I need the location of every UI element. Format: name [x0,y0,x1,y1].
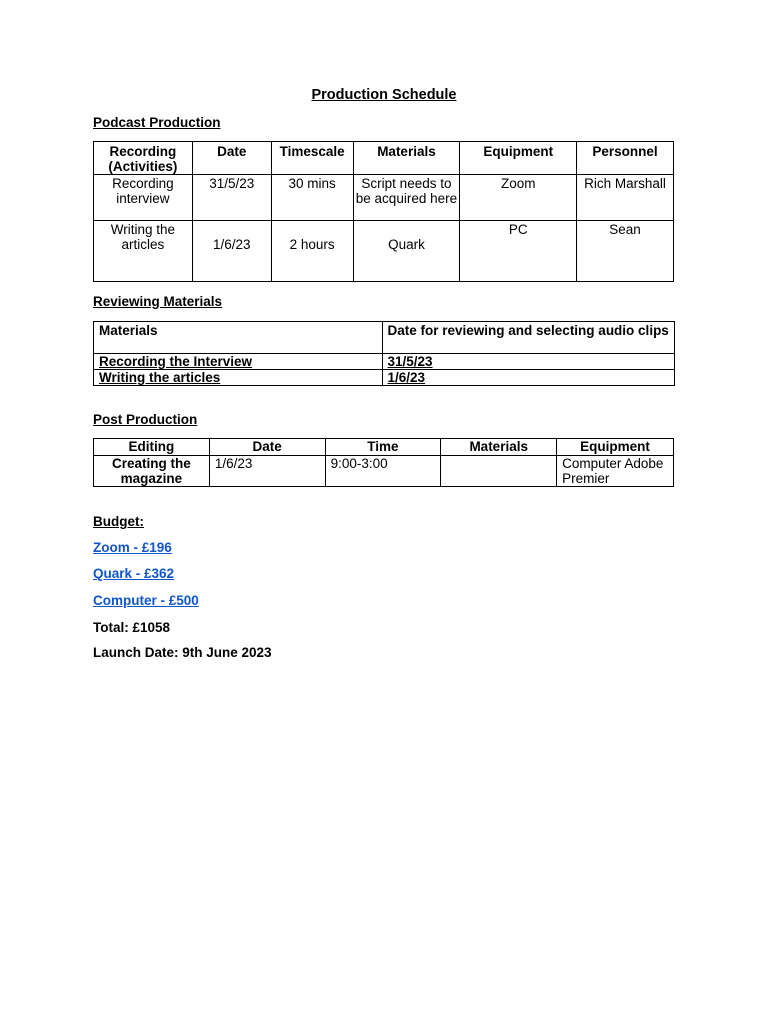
table-cell: Rich Marshall [577,175,674,221]
table-header-cell: Personnel [577,142,674,175]
budget-total: Total: £1058 [93,620,171,635]
table-header-cell: Time [325,439,441,456]
table-cell: 9:00-3:00 [325,456,441,487]
table-cell: PC [460,221,577,282]
table-cell: 30 mins [271,175,353,221]
reviewing-heading: Reviewing Materials [93,294,223,309]
reviewing-table [93,321,675,386]
post-production-table [93,438,674,487]
table-cell: 31/5/23 [382,354,675,370]
post-production-heading: Post Production [93,412,198,427]
table-row [94,175,674,221]
table-header-cell: Date [192,142,271,175]
table-cell [441,456,557,487]
table-cell: Writing the articles [94,221,193,282]
table-header-cell: Materials [353,142,460,175]
table-row [94,370,675,386]
table-header-row [94,439,674,456]
table-cell: 1/6/23 [209,456,325,487]
table-cell: Zoom [460,175,577,221]
budget-item-link[interactable]: Quark - £362 [93,566,175,581]
table-cell: Sean [577,221,674,282]
budget-heading: Budget: [93,514,144,529]
podcast-heading: Podcast Production [93,115,221,130]
table-row [94,456,674,487]
table-cell: Recording interview [94,175,193,221]
table-header-cell: Materials [441,439,557,456]
table-cell: 2 hours [271,221,353,282]
table-cell: Computer Adobe Premier [557,456,674,487]
table-cell: 1/6/23 [382,370,675,386]
table-cell: Quark [353,221,460,282]
launch-date: Launch Date: 9th June 2023 [93,645,272,660]
table-header-cell: Materials [94,322,383,354]
table-cell: 1/6/23 [192,221,271,282]
table-header-cell: Date [209,439,325,456]
table-cell: 31/5/23 [192,175,271,221]
table-header-cell: Editing [94,439,210,456]
table-header-cell: Equipment [557,439,674,456]
podcast-table [93,141,674,282]
budget-item-link[interactable]: Computer - £500 [93,593,199,608]
table-cell: Creating the magazine [94,456,210,487]
budget-item-link[interactable]: Zoom - £196 [93,540,172,555]
table-row [94,221,674,282]
table-header-cell: Timescale [271,142,353,175]
table-row [94,354,675,370]
page-title: Production Schedule [311,87,457,103]
table-header-cell: Equipment [460,142,577,175]
table-cell: Script needs to be acquired here [353,175,460,221]
table-header-row [94,322,675,354]
table-cell: Recording the Interview [94,354,383,370]
table-header-row [94,142,674,175]
table-cell: Writing the articles [94,370,383,386]
table-header-cell: Date for reviewing and selecting audio clips [382,322,675,354]
table-header-cell: Recording (Activities) [94,142,193,175]
